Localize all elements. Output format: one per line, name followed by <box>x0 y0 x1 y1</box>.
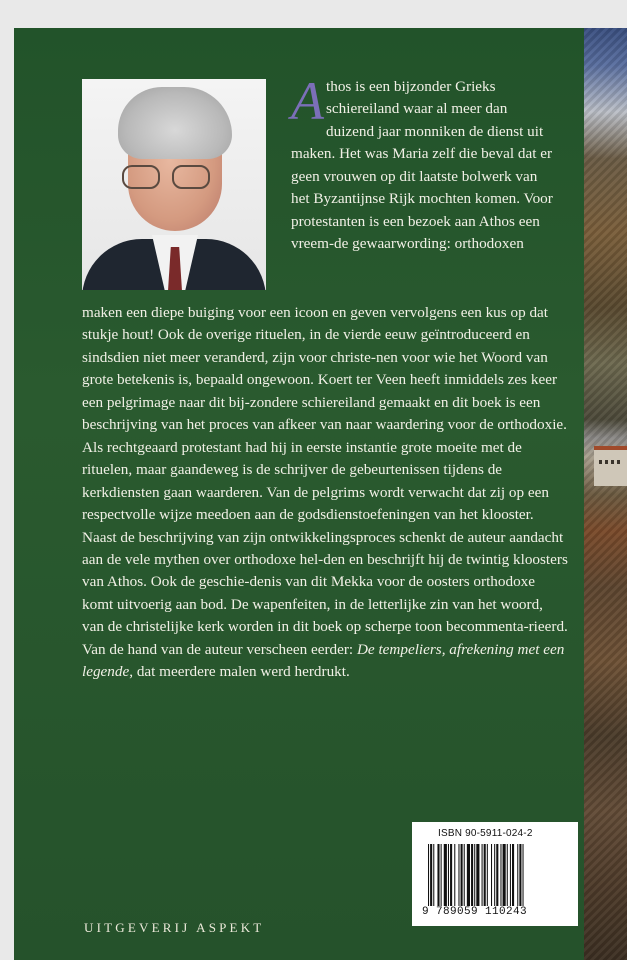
body-closing: , dat meerdere malen werd herdrukt. <box>129 663 350 681</box>
book-back-cover <box>14 28 627 960</box>
portrait-glasses <box>122 165 222 193</box>
ean-digits: 9 789059 110243 <box>422 906 528 918</box>
intro-text: thos is een bijzonder Grieks schiereiland waar al meer dan duizend jaar monniken de dienst uit maken. Het was Maria zelf die beval dat er geen vrouwen op dit laatste bolwerk van het Byzantijnse Rijk mochten komen. Voor protestanten is een bezoek aan Athos een vreem-de gewaarwording: orthodoxen <box>291 78 553 253</box>
portrait-hair <box>118 87 232 159</box>
body-text: maken een diepe buiging voor een icoon en geven vervolgens een kus op dat stukje hout! Ook de overige rituelen, in de vierde eeuw geïntroduceerd en sindsdien niet meer veranderd, zijn voor christe-nen voor wie het Woord van grote betekenis is, bepaald ongewoon. Koert ter Veen heeft inmiddels zes keer een pelgrimage naar dit bij-zondere schiereiland gemaakt en dit boek is een beschrijving van het proces van afkeer van naar waardering voor de orthodoxie. Als rechtgeaard protestant had hij in eerste instantie grote moeite met de rituelen, maar gaandeweg is de schrijver de gebeurtenissen tijdens de kerkdiensten gaan waarderen. Van de pelgrims wordt verwacht dat zij op een respectvolle wijze meedoen aan de godsdienstoefeningen van het klooster. Naast de beschrijving van zijn ontwikkelingsproces schenkt de auteur aandacht aan de vele mythen over orthodoxe hel-den en beschrijft hij de twintig kloosters van Athos. Ook de geschie-denis van dit Mekka voor de oosters orthodoxe komt uitvoerig aan bod. De wapenfeiten, in de letterlijke zin van het woord, van de christelijke kerk worden in dit boek op scherpe toon becommenta-rieerd. Van de hand van de auteur verscheen eerder: <box>82 304 568 658</box>
mountain-photo-strip <box>584 28 627 960</box>
previous-book-title: De tempeliers, afrekening met een legende <box>82 640 565 681</box>
author-portrait <box>82 79 266 290</box>
blurb-intro <box>291 71 553 256</box>
blurb-body <box>82 302 568 684</box>
publisher-name: UITGEVERIJ ASPEKT <box>84 920 265 935</box>
monastery-building <box>594 446 627 486</box>
barcode-icon <box>426 844 564 906</box>
barcode-box <box>412 822 578 926</box>
isbn-label: ISBN 90-5911-024-2 <box>438 828 533 839</box>
drop-cap: A <box>291 71 324 131</box>
